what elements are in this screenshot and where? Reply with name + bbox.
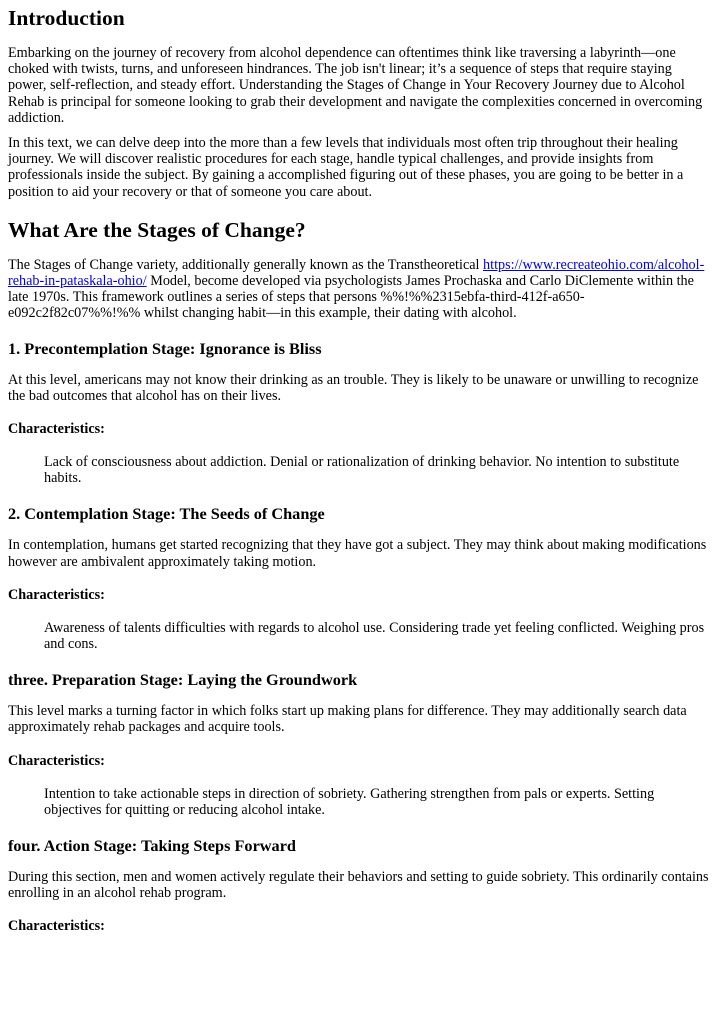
characteristics-label: Characteristics: bbox=[8, 421, 105, 438]
intro-heading: Introduction bbox=[8, 6, 125, 30]
stage-section-preparation bbox=[8, 670, 712, 818]
stage-description: This level marks a turning factor in which folks start up making plans for difference. They may additionally search data approximately rehab packages and acquire tools. bbox=[8, 703, 687, 736]
stages-intro-text-after-link: Model, become developed via psychologists James Prochaska and Carlo DiClemente within the late 1970s. This framework outlines a series of steps that persons %%!%%2315ebfa-third-412f-a650-e092c2f82c07%%!%% whilst changing habit—in this example, their dating with alcohol. bbox=[8, 273, 694, 322]
intro-paragraph-2: In this text, we can delve deep into the more than a few levels that individuals most often trip throughout their healing journey. We will discover realistic procedures for each stage, handle typical challenges, and provide insights from professionals inside the subject. By gaining a accomplished figuring out of these phases, you are going to be better in a position to aid your recovery or that of someone you care about. bbox=[8, 135, 684, 200]
stage-section-contemplation bbox=[8, 504, 712, 652]
rehab-link[interactable]: https://www.recreateohio.com/alcohol-rehab-in-pataskala-ohio/ bbox=[8, 256, 705, 290]
characteristics-label: Characteristics: bbox=[8, 918, 105, 935]
characteristics-label: Characteristics: bbox=[8, 586, 105, 603]
stages-intro-text-before-link: The Stages of Change variety, additionally generally known as the Transtheoretical bbox=[8, 256, 484, 273]
stage-heading: 1. Precontemplation Stage: Ignorance is Bliss bbox=[8, 338, 322, 358]
stage-heading: three. Preparation Stage: Laying the Groundwork bbox=[8, 670, 358, 690]
intro-paragraph-1: Embarking on the journey of recovery from alcohol dependence can oftentimes think like traversing a labyrinth—one choked with twists, turns, and unforeseen hindrances. The job isn't linear; it’s a sequence of steps that require staying power, self-reflection, and steady effort. Understanding the Stages of Change in Your Recovery Journey due to Alcohol Rehab is principal for someone looking to grab their development and navigate the complexities concerned in overcoming addiction. bbox=[8, 45, 703, 126]
characteristics-text: Awareness of talents difficulties with regards to alcohol use. Considering trade yet feeling conflicted. Weighing pros and cons. bbox=[44, 619, 705, 653]
stage-description: During this section, men and women actively regulate their behaviors and setting to guide sobriety. This ordinarily contains enrolling in an alcohol rehab program. bbox=[8, 869, 709, 902]
stage-description: At this level, americans may not know their drinking as an trouble. They is likely to be unaware or unwilling to recognize the bad outcomes that alcohol has on their lives. bbox=[8, 371, 699, 404]
characteristics-text: Intention to take actionable steps in direction of sobriety. Gathering strengthen from pals or experts. Setting objectives for quitting or reducing alcohol intake. bbox=[44, 785, 655, 818]
stage-section-precontemplation bbox=[8, 339, 712, 487]
characteristics-label: Characteristics: bbox=[8, 752, 105, 769]
stages-of-change-heading: What Are the Stages of Change? bbox=[8, 217, 306, 242]
stage-section-action bbox=[8, 836, 712, 934]
stage-description: In contemplation, humans get started recognizing that they have got a subject. They may think about making modifications however are ambivalent approximately taking motion. bbox=[8, 537, 707, 570]
stage-heading: 2. Contemplation Stage: The Seeds of Change bbox=[8, 504, 325, 524]
article bbox=[0, 6, 720, 934]
characteristics-text: Lack of consciousness about addiction. Denial or rationalization of drinking behavior. No intention to substitute habits. bbox=[44, 454, 680, 487]
stage-heading: four. Action Stage: Taking Steps Forward bbox=[8, 836, 296, 856]
stages-intro-paragraph bbox=[8, 257, 712, 322]
